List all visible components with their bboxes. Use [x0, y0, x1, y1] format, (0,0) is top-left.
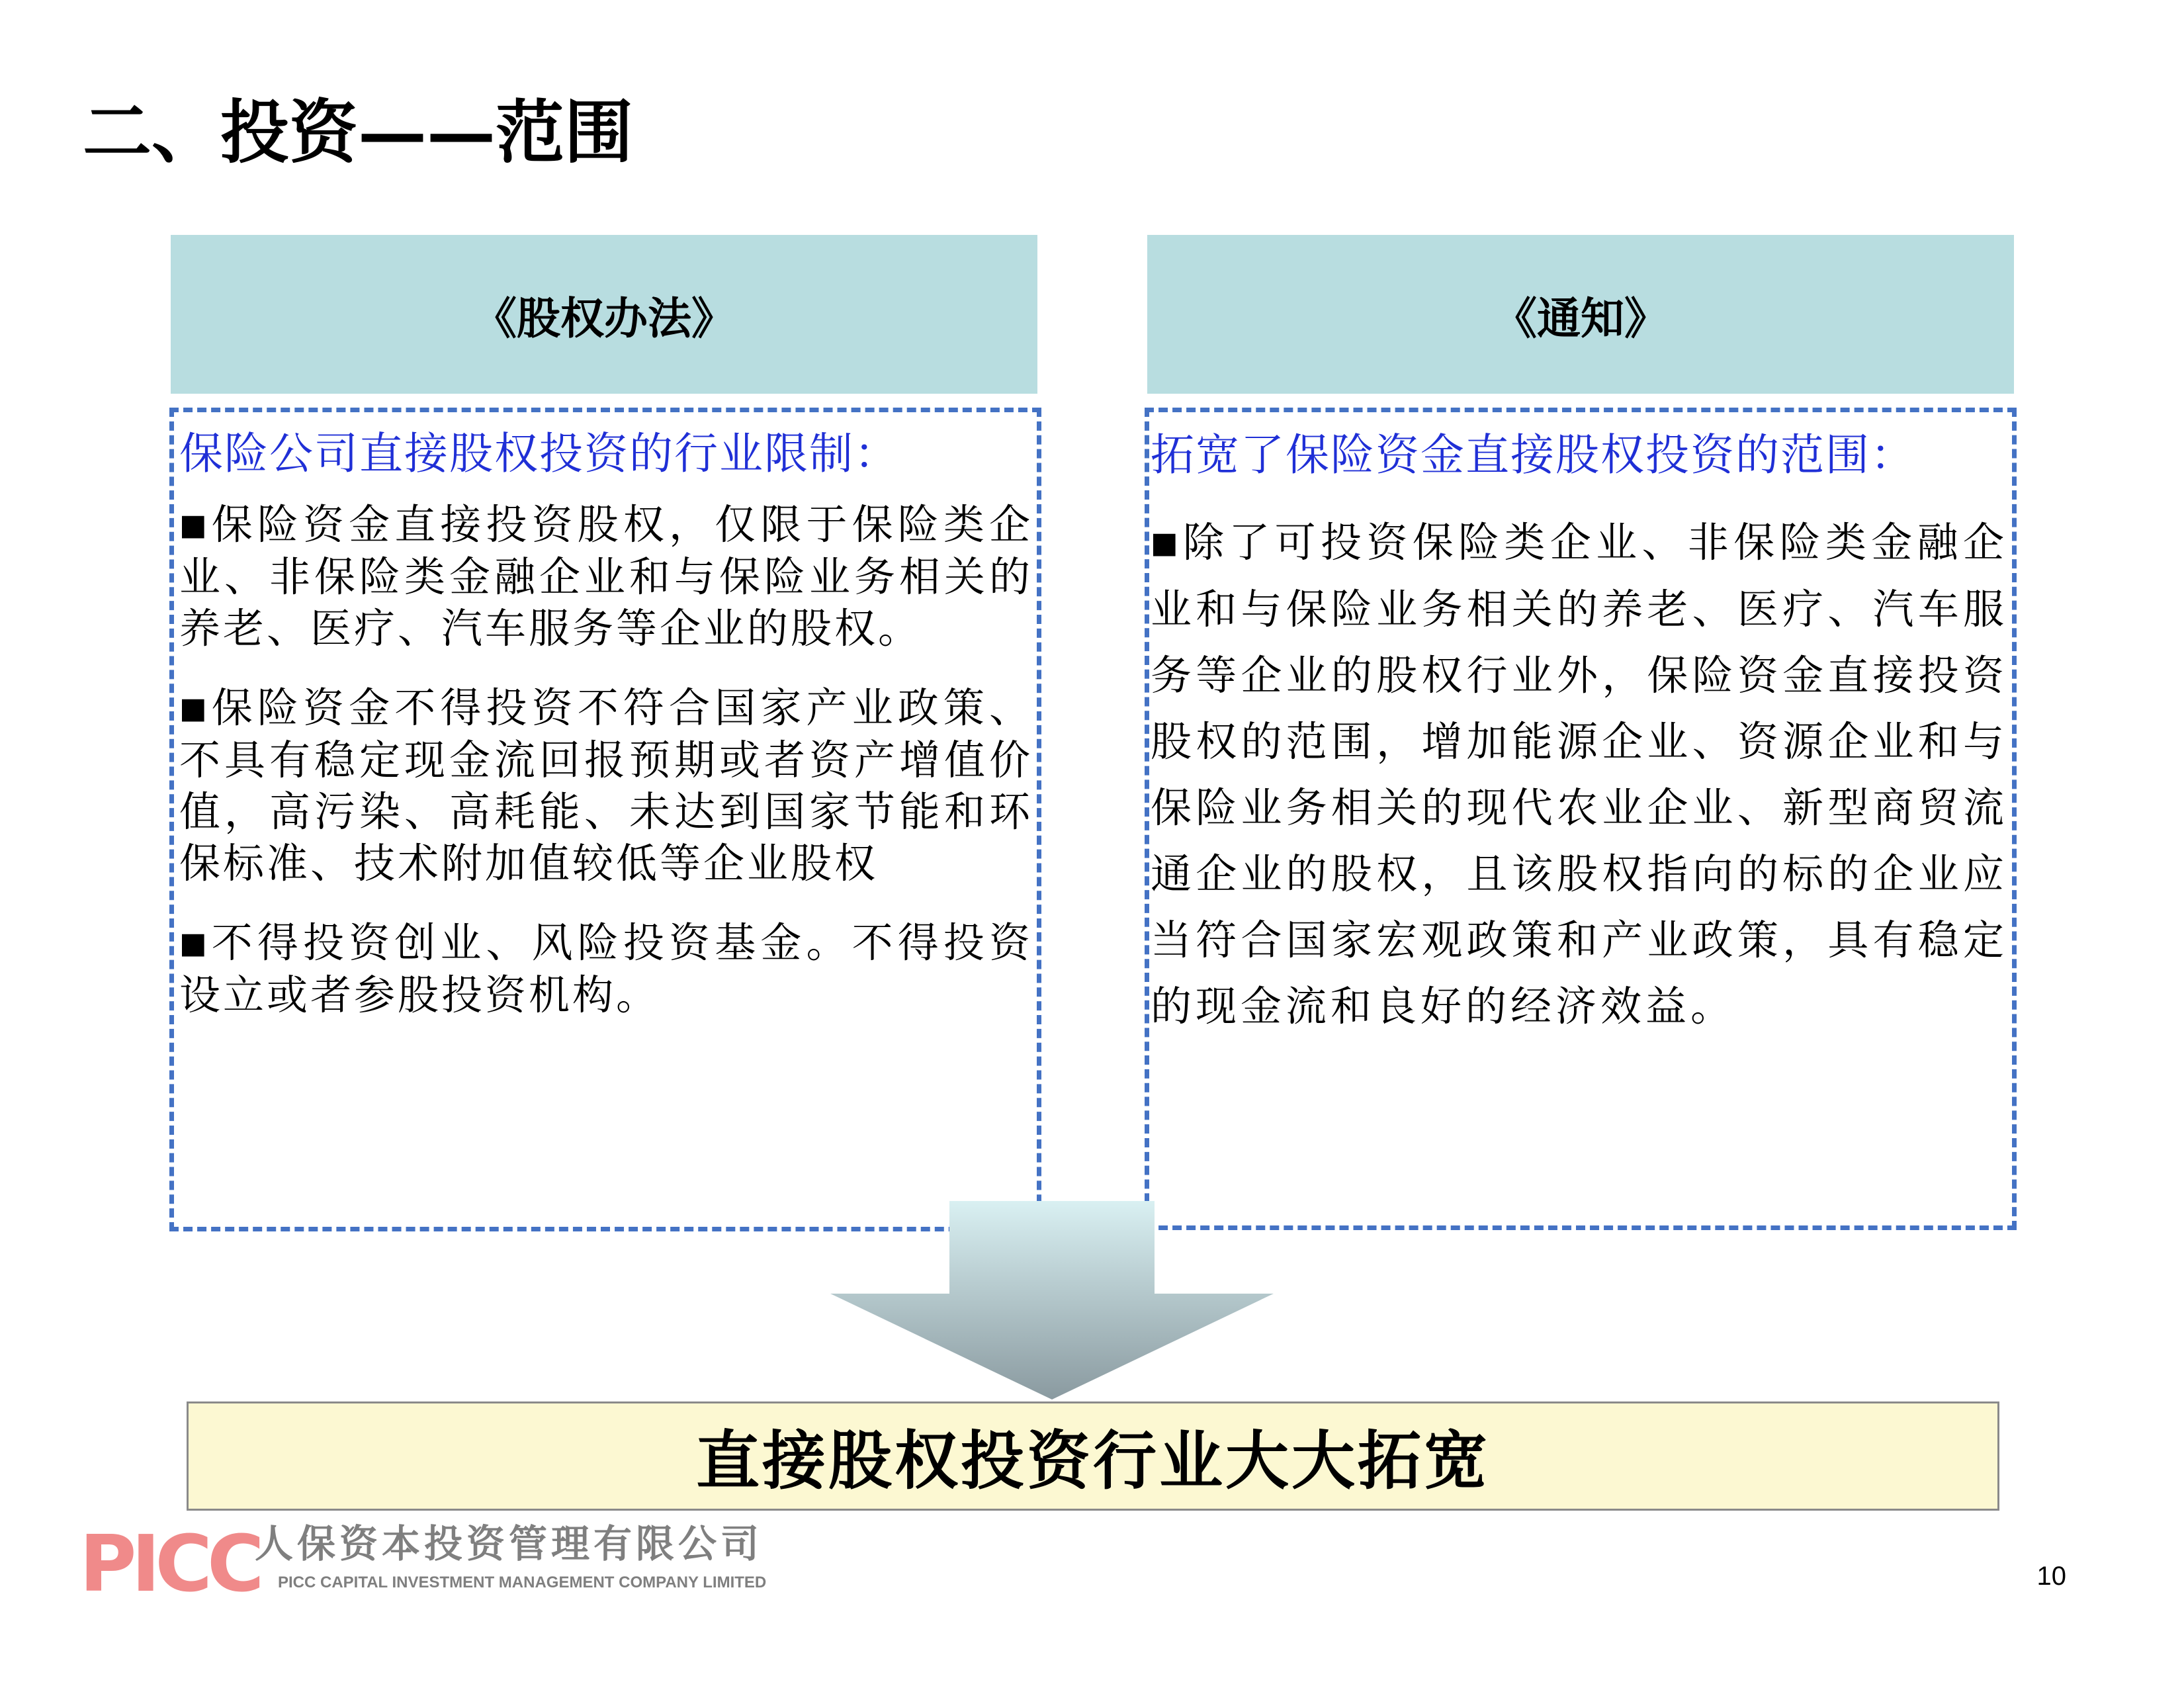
right-column-header-label: 《通知》	[1493, 292, 1668, 344]
left-column-header	[171, 235, 1037, 394]
left-bullet-3-text: 不得投资创业、风险投资基金。不得投资设立或者参股投资机构。	[179, 918, 1033, 1019]
right-column-header	[1147, 235, 2014, 394]
right-bullet-1	[1151, 510, 2008, 1040]
slide-title: 二、投资——范围	[83, 91, 634, 173]
picc-logo-mark: PICC	[79, 1518, 259, 1609]
left-box-heading: 保险公司直接股权投资的行业限制：	[179, 428, 899, 479]
left-column-header-label: 《股权办法》	[473, 292, 735, 344]
left-bullet-1	[179, 499, 1033, 654]
left-bullet-1-text: 保险资金直接投资股权，仅限于保险类企业、非保险类金融企业和与保险业务相关的养老、医疗、汽车服务等企业的股权。	[179, 500, 1033, 652]
left-content-box	[169, 408, 1041, 1231]
logo-company-name-cn: 人保资本投资管理有限公司	[255, 1521, 764, 1566]
conclusion-text: 直接股权投资行业大大拓宽	[696, 1423, 1490, 1498]
down-arrow-icon	[830, 1201, 1274, 1399]
company-logo	[79, 1518, 807, 1609]
right-bullet-1-text: 除了可投资保险类企业、非保险类金融企业和与保险业务相关的养老、医疗、汽车服务等企业的股权行业外，保险资金直接投资股权的范围，增加能源企业、资源企业和与保险业务相关的现代农业企业、新型商贸流通企业的股权，且该股权指向的标的企业应当符合国家宏观政策和产业政策，具有稳定的现金流和良好的经济效益。	[1151, 517, 2008, 1030]
right-box-heading: 拓宽了保险资金直接股权投资的范围：	[1151, 429, 1915, 480]
left-bullet-2-text: 保险资金不得投资不符合国家产业政策、不具有稳定现金流回报预期或者资产增值价值，高污染、高耗能、未达到国家节能和环保标准、技术附加值较低等企业股权	[179, 683, 1033, 887]
conclusion-box	[187, 1401, 1999, 1511]
bullet-square-icon: ■	[179, 691, 212, 725]
left-bullet-2	[179, 682, 1033, 889]
bullet-square-icon: ■	[179, 508, 212, 542]
right-content-box	[1145, 408, 2017, 1230]
logo-company-name-en: PICC CAPITAL INVESTMENT MANAGEMENT COMPANY LIMITED	[278, 1574, 767, 1591]
bullet-square-icon: ■	[1151, 525, 1183, 560]
left-bullet-3	[179, 917, 1033, 1021]
bullet-square-icon: ■	[179, 926, 212, 960]
page-number: 10	[2036, 1562, 2066, 1591]
